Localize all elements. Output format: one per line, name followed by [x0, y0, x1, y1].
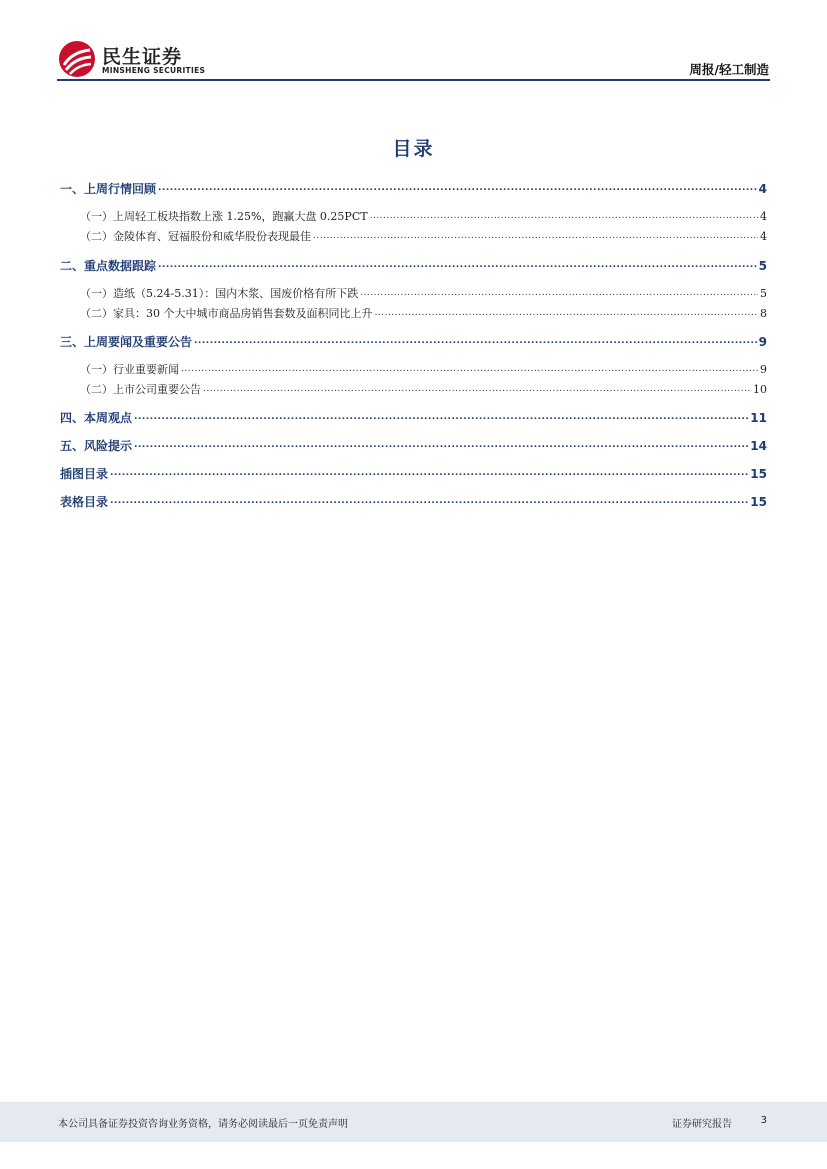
- toc-entry-label: （一）行业重要新闻: [80, 363, 179, 376]
- toc-entry-page: 11: [750, 411, 767, 425]
- toc-entry-label: （二）上市公司重要公告: [80, 383, 201, 396]
- toc-entry-label: 一、上周行情回顾: [60, 182, 157, 196]
- leader-dots: [134, 410, 748, 424]
- toc-entry-page: 9: [758, 335, 767, 349]
- toc-entry-label: （二）家具：30 个大中城市商品房销售套数及面积同比上升: [80, 307, 373, 320]
- toc-entry-label: 表格目录: [60, 495, 109, 509]
- toc-entry-section-3-2[interactable]: [80, 381, 767, 399]
- logo-english-name: MINSHENG SECURITIES: [102, 66, 206, 75]
- leader-dots: [158, 181, 757, 195]
- toc-entry-section-2[interactable]: [60, 257, 767, 275]
- toc-entry-page: 15: [750, 495, 767, 509]
- leader-dots: [181, 362, 758, 376]
- toc-entry-page: 4: [760, 210, 767, 223]
- toc-entry-section-4[interactable]: [60, 409, 767, 427]
- toc-entry-page: 14: [750, 439, 767, 453]
- page-footer: [0, 1102, 827, 1142]
- toc-entry-label: 五、风险提示: [60, 439, 133, 453]
- toc-entry-page: 10: [753, 383, 767, 396]
- footer-disclaimer: 本公司具备证券投资咨询业务资格，请务必阅读最后一页免责声明: [58, 1119, 348, 1130]
- toc-entry-section-3[interactable]: [60, 333, 767, 351]
- leader-dots: [313, 229, 758, 243]
- leader-dots: [158, 258, 757, 272]
- toc-title: 目录: [392, 138, 435, 160]
- company-logo: [58, 40, 218, 78]
- toc-entry-section-5[interactable]: [60, 437, 767, 455]
- footer-page-number: 3: [760, 1115, 767, 1126]
- toc-entry-section-1-1[interactable]: [80, 208, 767, 226]
- toc-entry-figure-index[interactable]: [60, 465, 767, 483]
- toc-entry-section-3-1[interactable]: [80, 361, 767, 379]
- toc-entry-label: 二、重点数据跟踪: [60, 259, 157, 273]
- leader-dots: [203, 382, 751, 396]
- toc-entry-label: 插图目录: [60, 467, 109, 481]
- minsheng-logo-icon: [58, 40, 96, 78]
- report-type: 周报/轻工制造: [689, 62, 769, 77]
- toc-entry-page: 4: [758, 182, 767, 196]
- header-divider: [57, 79, 770, 81]
- leader-dots: [110, 494, 748, 508]
- toc-entry-section-1-2[interactable]: [80, 228, 767, 246]
- toc-entry-page: 8: [760, 307, 767, 320]
- toc-entry-page: 5: [758, 259, 767, 273]
- leader-dots: [360, 286, 758, 300]
- toc-entry-page: 4: [760, 230, 767, 243]
- toc-entry-section-1[interactable]: [60, 180, 767, 198]
- toc-entry-label: 四、本周观点: [60, 411, 133, 425]
- leader-dots: [375, 306, 759, 320]
- toc-entry-label: （一）造纸（5.24-5.31）：国内木浆、国废价格有所下跌: [80, 287, 359, 300]
- footer-report-label: 证券研究报告: [672, 1119, 732, 1130]
- toc-entry-label: （一）上周轻工板块指数上涨 1.25%，跑赢大盘 0.25PCT: [80, 210, 368, 223]
- toc-entry-page: 15: [750, 467, 767, 481]
- toc-entry-label: 三、上周要闻及重要公告: [60, 335, 193, 349]
- toc-entry-section-2-1[interactable]: [80, 285, 767, 303]
- toc-entry-page: 9: [760, 363, 767, 376]
- toc-entry-label: （二）金陵体育、冠福股份和威华股份表现最佳: [80, 230, 311, 243]
- leader-dots: [110, 466, 748, 480]
- toc-entry-page: 5: [760, 287, 767, 300]
- toc-entry-section-2-2[interactable]: [80, 305, 767, 323]
- leader-dots: [370, 209, 758, 223]
- leader-dots: [134, 438, 748, 452]
- toc-entry-table-index[interactable]: [60, 493, 767, 511]
- leader-dots: [194, 334, 757, 348]
- logo-chinese-name: 民生证券: [102, 46, 183, 68]
